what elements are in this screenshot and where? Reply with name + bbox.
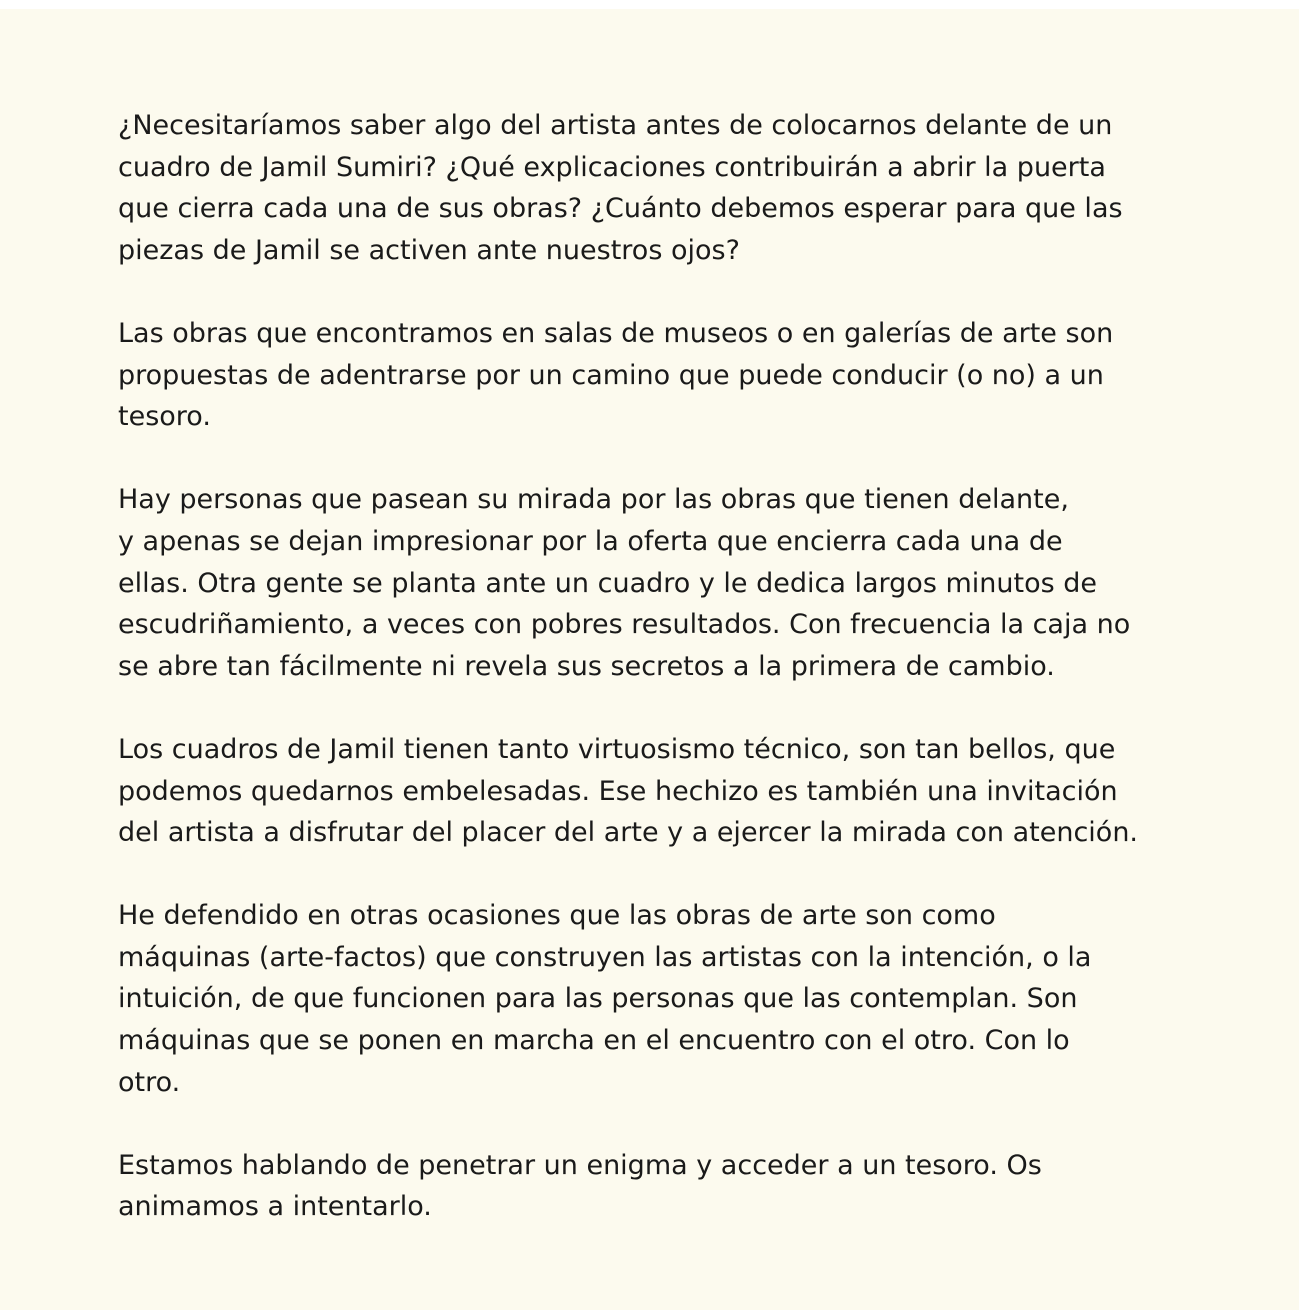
text-line: He defendido en otras ocasiones que las obras de arte son como bbox=[118, 900, 996, 932]
text-line: podemos quedarnos embelesadas. Ese hechizo es también una invitación bbox=[118, 775, 1118, 807]
document-page bbox=[0, 9, 1299, 1310]
text-line: otro. bbox=[118, 1066, 181, 1098]
text-line: Hay personas que pasean su mirada por las obras que tienen delante, bbox=[118, 484, 1069, 516]
text-line: del artista a disfrutar del placer del arte y a ejercer la mirada con atención. bbox=[118, 817, 1139, 849]
text-line: ellas. Otra gente se planta ante un cuadro y le dedica largos minutos de bbox=[118, 567, 1098, 599]
text-line: y apenas se dejan impresionar por la oferta que encierra cada una de bbox=[118, 525, 1063, 557]
text-line: tesoro. bbox=[118, 401, 211, 433]
text-line: propuestas de adentrarse por un camino que puede conducir (o no) a un bbox=[118, 359, 1104, 391]
text-line: máquinas que se ponen en marcha en el encuentro con el otro. Con lo bbox=[118, 1025, 1070, 1057]
text-line: ¿Necesitaríamos saber algo del artista antes de colocarnos delante de un bbox=[118, 110, 1113, 141]
paragraph-3 bbox=[118, 479, 1218, 687]
text-line: se abre tan fácilmente ni revela sus secretos a la primera de cambio. bbox=[118, 650, 1055, 682]
text-line: cuadro de Jamil Sumiri? ¿Qué explicaciones contribuirán a abrir la puerta bbox=[118, 151, 1106, 183]
paragraph-4 bbox=[118, 729, 1218, 854]
text-line: piezas de Jamil se activen ante nuestros ojos? bbox=[118, 234, 740, 266]
text-line: máquinas (arte-factos) que construyen las artistas con la intención, o la bbox=[118, 941, 1092, 973]
text-line: Las obras que encontramos en salas de museos o en galerías de arte son bbox=[118, 317, 1114, 349]
text-line: Estamos hablando de penetrar un enigma y acceder a un tesoro. Os bbox=[118, 1149, 1042, 1181]
paragraph-5 bbox=[118, 895, 1218, 1103]
paragraph-2 bbox=[118, 313, 1218, 438]
text-line: que cierra cada una de sus obras? ¿Cuánto debemos esperar para que las bbox=[118, 193, 1123, 225]
text-line: intuición, de que funcionen para las personas que las contemplan. Son bbox=[118, 983, 1078, 1015]
body-text bbox=[118, 105, 1218, 1270]
paragraph-1 bbox=[118, 105, 1218, 271]
text-line: Los cuadros de Jamil tienen tanto virtuosismo técnico, son tan bellos, que bbox=[118, 733, 1116, 765]
text-line: escudriñamiento, a veces con pobres resultados. Con frecuencia la caja no bbox=[118, 609, 1131, 641]
text-line: animamos a intentarlo. bbox=[118, 1191, 432, 1223]
paragraph-6 bbox=[118, 1145, 1218, 1228]
